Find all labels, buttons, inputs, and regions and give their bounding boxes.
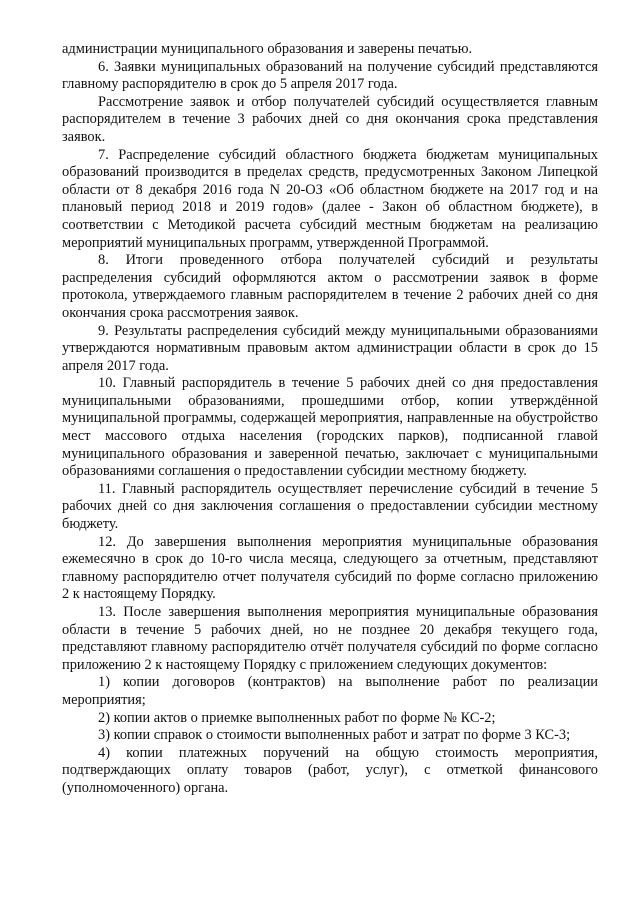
paragraph-review: Рассмотрение заявок и отбор получателей субсидий осуществляется главным распорядителем в течение 3 рабочих дней со дня окончания срока представления заявок. bbox=[62, 93, 598, 145]
list-item-3: 3) копии справок о стоимости выполненных работ и затрат по форме 3 КС-3; bbox=[98, 727, 571, 744]
paragraph-item-12: 12. До завершения выполнения мероприятия муниципальные образования ежемесячно в срок до 10-го числа месяца, следующего за отчетным, представляют главному распорядителю отчет получателя субсидий по форме согласно приложению 2 к настоящему Порядку. bbox=[62, 533, 598, 603]
list-item-1: 1) копии договоров (контрактов) на выполнение работ по реализации мероприятия; bbox=[62, 674, 598, 708]
paragraph-item-11: 11. Главный распорядитель осуществляет перечисление субсидий в течение 5 рабочих дней со дня заключения соглашения о предоставлении субсидии местному бюджету. bbox=[62, 480, 598, 533]
paragraph-item-9: 9. Результаты распределения субсидий между муниципальными образованиями утверждаются нормативным правовым актом администрации области в срок до 15 апреля 2017 года. bbox=[62, 322, 598, 374]
list-item-2: 2) копии актов о приемке выполненных работ по форме № КС-2; bbox=[98, 709, 496, 726]
paragraph-item-8: 8. Итоги проведенного отбора получателей субсидий и результаты распределения субсидий оформляются актом о рассмотрении заявок в форме протокола, утверждаемого главным распорядителем в течение 2 рабочих дней со дня окончания срока рассмотрения заявок. bbox=[62, 252, 598, 321]
paragraph-continuation: администрации муниципального образования и заверены печатью. bbox=[62, 41, 473, 57]
paragraph-item-13: 13. После завершения выполнения мероприятия муниципальные образования области в течение 5 рабочих дней, но не позднее 20 декабря текущего года, представляют главному распорядителю отчёт получателя субсидий по форме согласно приложению 2 к настоящему Порядку с приложением следующих документов: bbox=[62, 604, 598, 673]
document-page bbox=[62, 41, 598, 798]
paragraph-item-7: 7. Распределение субсидий областного бюджета бюджетам муниципальных образований производится в пределах средств, предусмотренных Законом Липецкой области от 8 декабря 2016 года N 20-ОЗ «Об областном бюджете на 2017 год и на плановый период 2018 и 2019 годов» (далее - Закон об областном бюджете), в соответствии с Методикой расчета субсидий местным бюджетам на реализацию мероприятий муниципальных программ, утвержденной Программой. bbox=[62, 146, 598, 251]
paragraph-item-6: 6. Заявки муниципальных образований на получение субсидий представляются главному распорядителю в срок до 5 апреля 2017 года. bbox=[62, 58, 598, 93]
list-item-4: 4) копии платежных поручений на общую стоимость мероприятия, подтверждающих оплату товаров (работ, услуг), с отметкой финансового (уполномоченного) органа. bbox=[62, 744, 598, 796]
paragraph-item-10: 10. Главный распорядитель в течение 5 рабочих дней со дня предоставления муниципальными образованиями, прошедшими отбор, копии утверждённой муниципальной программы, содержащей мероприятия, направленные на обустройство мест массового отдыха населения (городских парков), подписанной главой муниципального образования и заверенной печатью, заключает с муниципальными образованиями соглашения о предоставлении субсидии местному бюджету. bbox=[62, 375, 598, 480]
